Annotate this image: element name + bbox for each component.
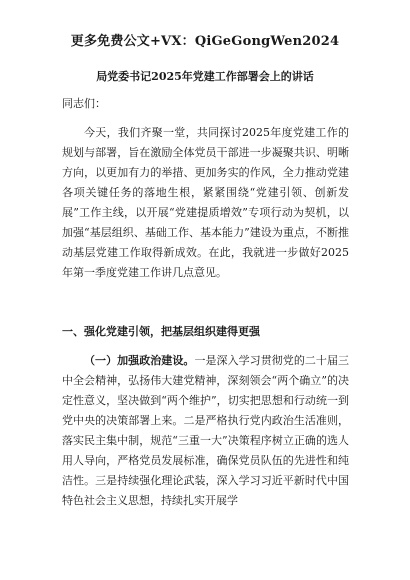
promo-header: 更多免费公文+VX：QiGeGongWen2024 <box>70 34 340 49</box>
document-title: 局党委书记2025年党建工作部署会上的讲话 <box>96 70 314 83</box>
body-paragraph-1: 今天，我们齐聚一堂，共同探讨2025年度党建工作的规划与部署，旨在激励全体党员干部进一步凝聚共识、明晰方向，以更加有力的举措、更加务实的作风，全力推动党建各项关键任务的落地生根，紧紧围绕“党建引领、创新发展”工作主线，以开展“党建提质增效”专项行动为契机，以加强“基层组织、基础工作、基本能力”建设为重点，不断推动基层党建工作取得新成效。在此，我就进一步做好2025年第一季度党建工作讲几点意见。 <box>62 126 349 279</box>
section-heading-1: 一、强化党建引领，把基层组织建得更强 <box>62 325 260 338</box>
subsection-lead: （一）加强政治建设。 <box>84 354 195 367</box>
subsection-text: 一是深入学习贯彻党的二十届三中全会精神，弘扬伟大建党精神，深刻领会“两个确立”的决定性意义，坚决做到“两个维护”，切实把思想和行动统一到党中央的决策部署上来。二是严格执行党内政治生活准则，落实民主集中制，规范“三重一大”决策程序树立正确的选人用人导向，严格党员发展标准，确保党员队伍的先进性和纯洁性。三是持续强化理论武装，深入学习习近平新时代中国特色社会主义思想，持续扎实开展学 <box>62 354 350 507</box>
body-paragraph-2 <box>62 351 349 511</box>
greeting: 同志们： <box>62 97 106 110</box>
